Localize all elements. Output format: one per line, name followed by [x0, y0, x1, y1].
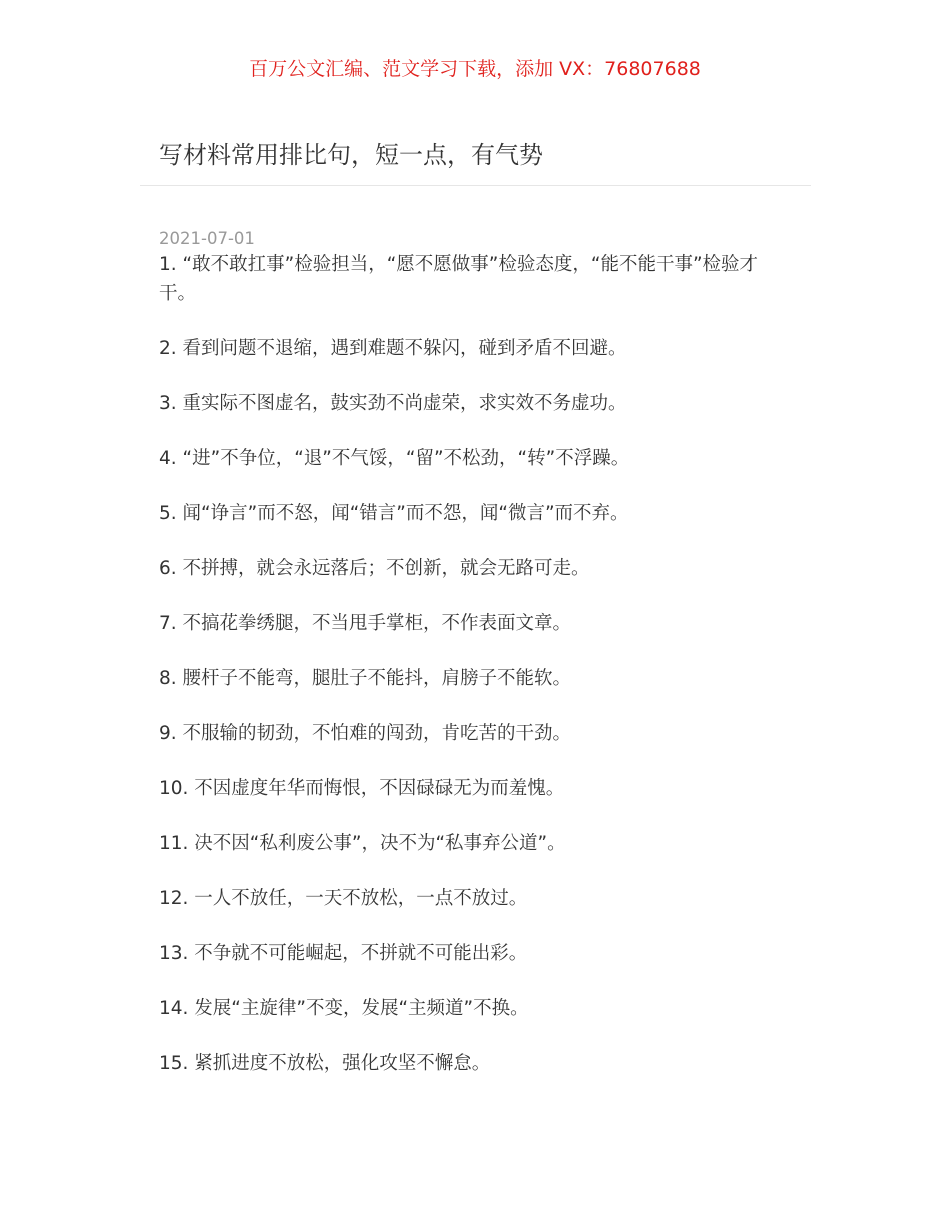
- list-item: 14. 发展“主旋律”不变，发展“主频道”不换。: [159, 998, 529, 1019]
- title-divider: [140, 185, 811, 186]
- list-item: 9. 不服输的韧劲，不怕难的闯劲，肯吃苦的干劲。: [159, 723, 572, 744]
- list-item: 4. “进”不争位，“退”不气馁，“留”不松劲，“转”不浮躁。: [159, 448, 630, 469]
- list-item: 10. 不因虚度年华而悔恨，不因碌碌无为而羞愧。: [159, 778, 565, 799]
- list-item: 7. 不搞花拳绣腿，不当甩手掌柜，不作表面文章。: [159, 613, 572, 634]
- publish-date: 2021-07-01: [159, 229, 255, 248]
- list-item: 11. 决不因“私利废公事”，决不为“私事弃公道”。: [159, 833, 566, 854]
- list-item: 3. 重实际不图虚名，鼓实劲不尚虚荣，求实效不务虚功。: [159, 393, 627, 414]
- article-content: [140, 228, 811, 1078]
- list-item: 8. 腰杆子不能弯，腿肚子不能抖，肩膀子不能软。: [159, 668, 572, 689]
- list-item: 12. 一人不放任，一天不放松，一点不放过。: [159, 888, 528, 909]
- sentence-list: [159, 250, 792, 1078]
- list-item: 13. 不争就不可能崛起，不拼就不可能出彩。: [159, 943, 528, 964]
- list-item: 1. “敢不敢扛事”检验担当，“愿不愿做事”检验态度，“能不能干事”检验才干。: [159, 254, 759, 304]
- list-item: 5. 闻“诤言”而不怒，闻“错言”而不怨，闻“微言”而不弃。: [159, 503, 629, 524]
- article: [140, 130, 811, 1104]
- list-item: 6. 不拼搏，就会永远落后；不创新，就会无路可走。: [159, 558, 590, 579]
- article-title: 写材料常用排比句，短一点，有气势: [159, 141, 543, 169]
- list-item: 15. 紧抓进度不放松，强化攻坚不懈怠。: [159, 1053, 491, 1074]
- list-item: 2. 看到问题不退缩，遇到难题不躲闪，碰到矛盾不回避。: [159, 338, 627, 359]
- promo-banner: 百万公文汇编、范文学习下载，添加 VX：76807688: [249, 58, 701, 80]
